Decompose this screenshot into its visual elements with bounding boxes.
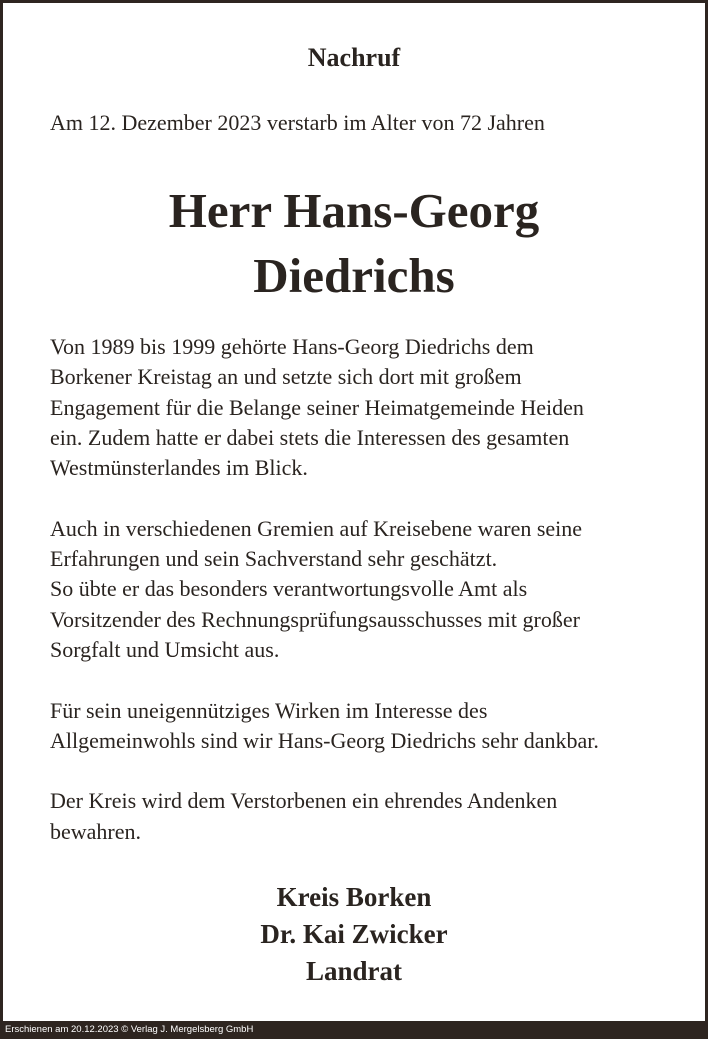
text-line: ein. Zudem hatte er dabei stets die Interessen des gesamten: [50, 424, 570, 450]
text-line: Westmünsterlandes im Blick.: [50, 455, 308, 481]
text-line: Engagement für die Belange seiner Heimatgemeinde Heiden: [50, 394, 584, 420]
death-announcement-line: Am 12. Dezember 2023 verstarb im Alter von 72 Jahren: [50, 110, 545, 135]
text-line: Sorgfalt und Umsicht aus.: [50, 636, 280, 662]
signature-title: Landrat: [305, 956, 403, 986]
text-line: Borkener Kreistag an und setzte sich dort mit großem: [50, 364, 522, 390]
signature-person: Dr. Kai Zwicker: [260, 919, 448, 949]
signature-block: [3, 879, 705, 990]
text-line: Der Kreis wird dem Verstorbenen ein ehrendes Andenken: [50, 788, 558, 814]
paragraph-committees: [50, 514, 685, 665]
obituary-body: [50, 332, 685, 877]
text-line: bewahren.: [50, 818, 142, 844]
notice-heading: Nachruf: [307, 43, 401, 72]
text-line: Allgemeinwohls sind wir Hans-Georg Diedrichs sehr dankbar.: [50, 727, 599, 753]
deceased-name: [3, 178, 705, 308]
publication-footer: Erschienen am 20.12.2023 © Verlag J. Mergelsberg GmbH: [0, 1021, 708, 1039]
paragraph-remembrance: [50, 786, 685, 847]
signature-organization: Kreis Borken: [276, 882, 432, 912]
deceased-name-line-1: Herr Hans-Georg: [168, 183, 540, 238]
text-line: Von 1989 bis 1999 gehörte Hans-Georg Diedrichs dem: [50, 334, 534, 359]
paragraph-gratitude: [50, 696, 685, 757]
text-line: Auch in verschiedenen Gremien auf Kreisebene waren seine: [50, 515, 583, 541]
text-line: So übte er das besonders verantwortungsvolle Amt als: [50, 576, 528, 602]
text-line: Für sein uneigennütziges Wirken im Interesse des: [50, 697, 488, 723]
text-line: Erfahrungen und sein Sachverstand sehr geschätzt.: [50, 546, 498, 572]
paragraph-career: [50, 332, 685, 483]
deceased-name-line-2: Diedrichs: [253, 248, 455, 303]
text-line: Vorsitzender des Rechnungsprüfungsausschusses mit großer: [50, 606, 580, 632]
